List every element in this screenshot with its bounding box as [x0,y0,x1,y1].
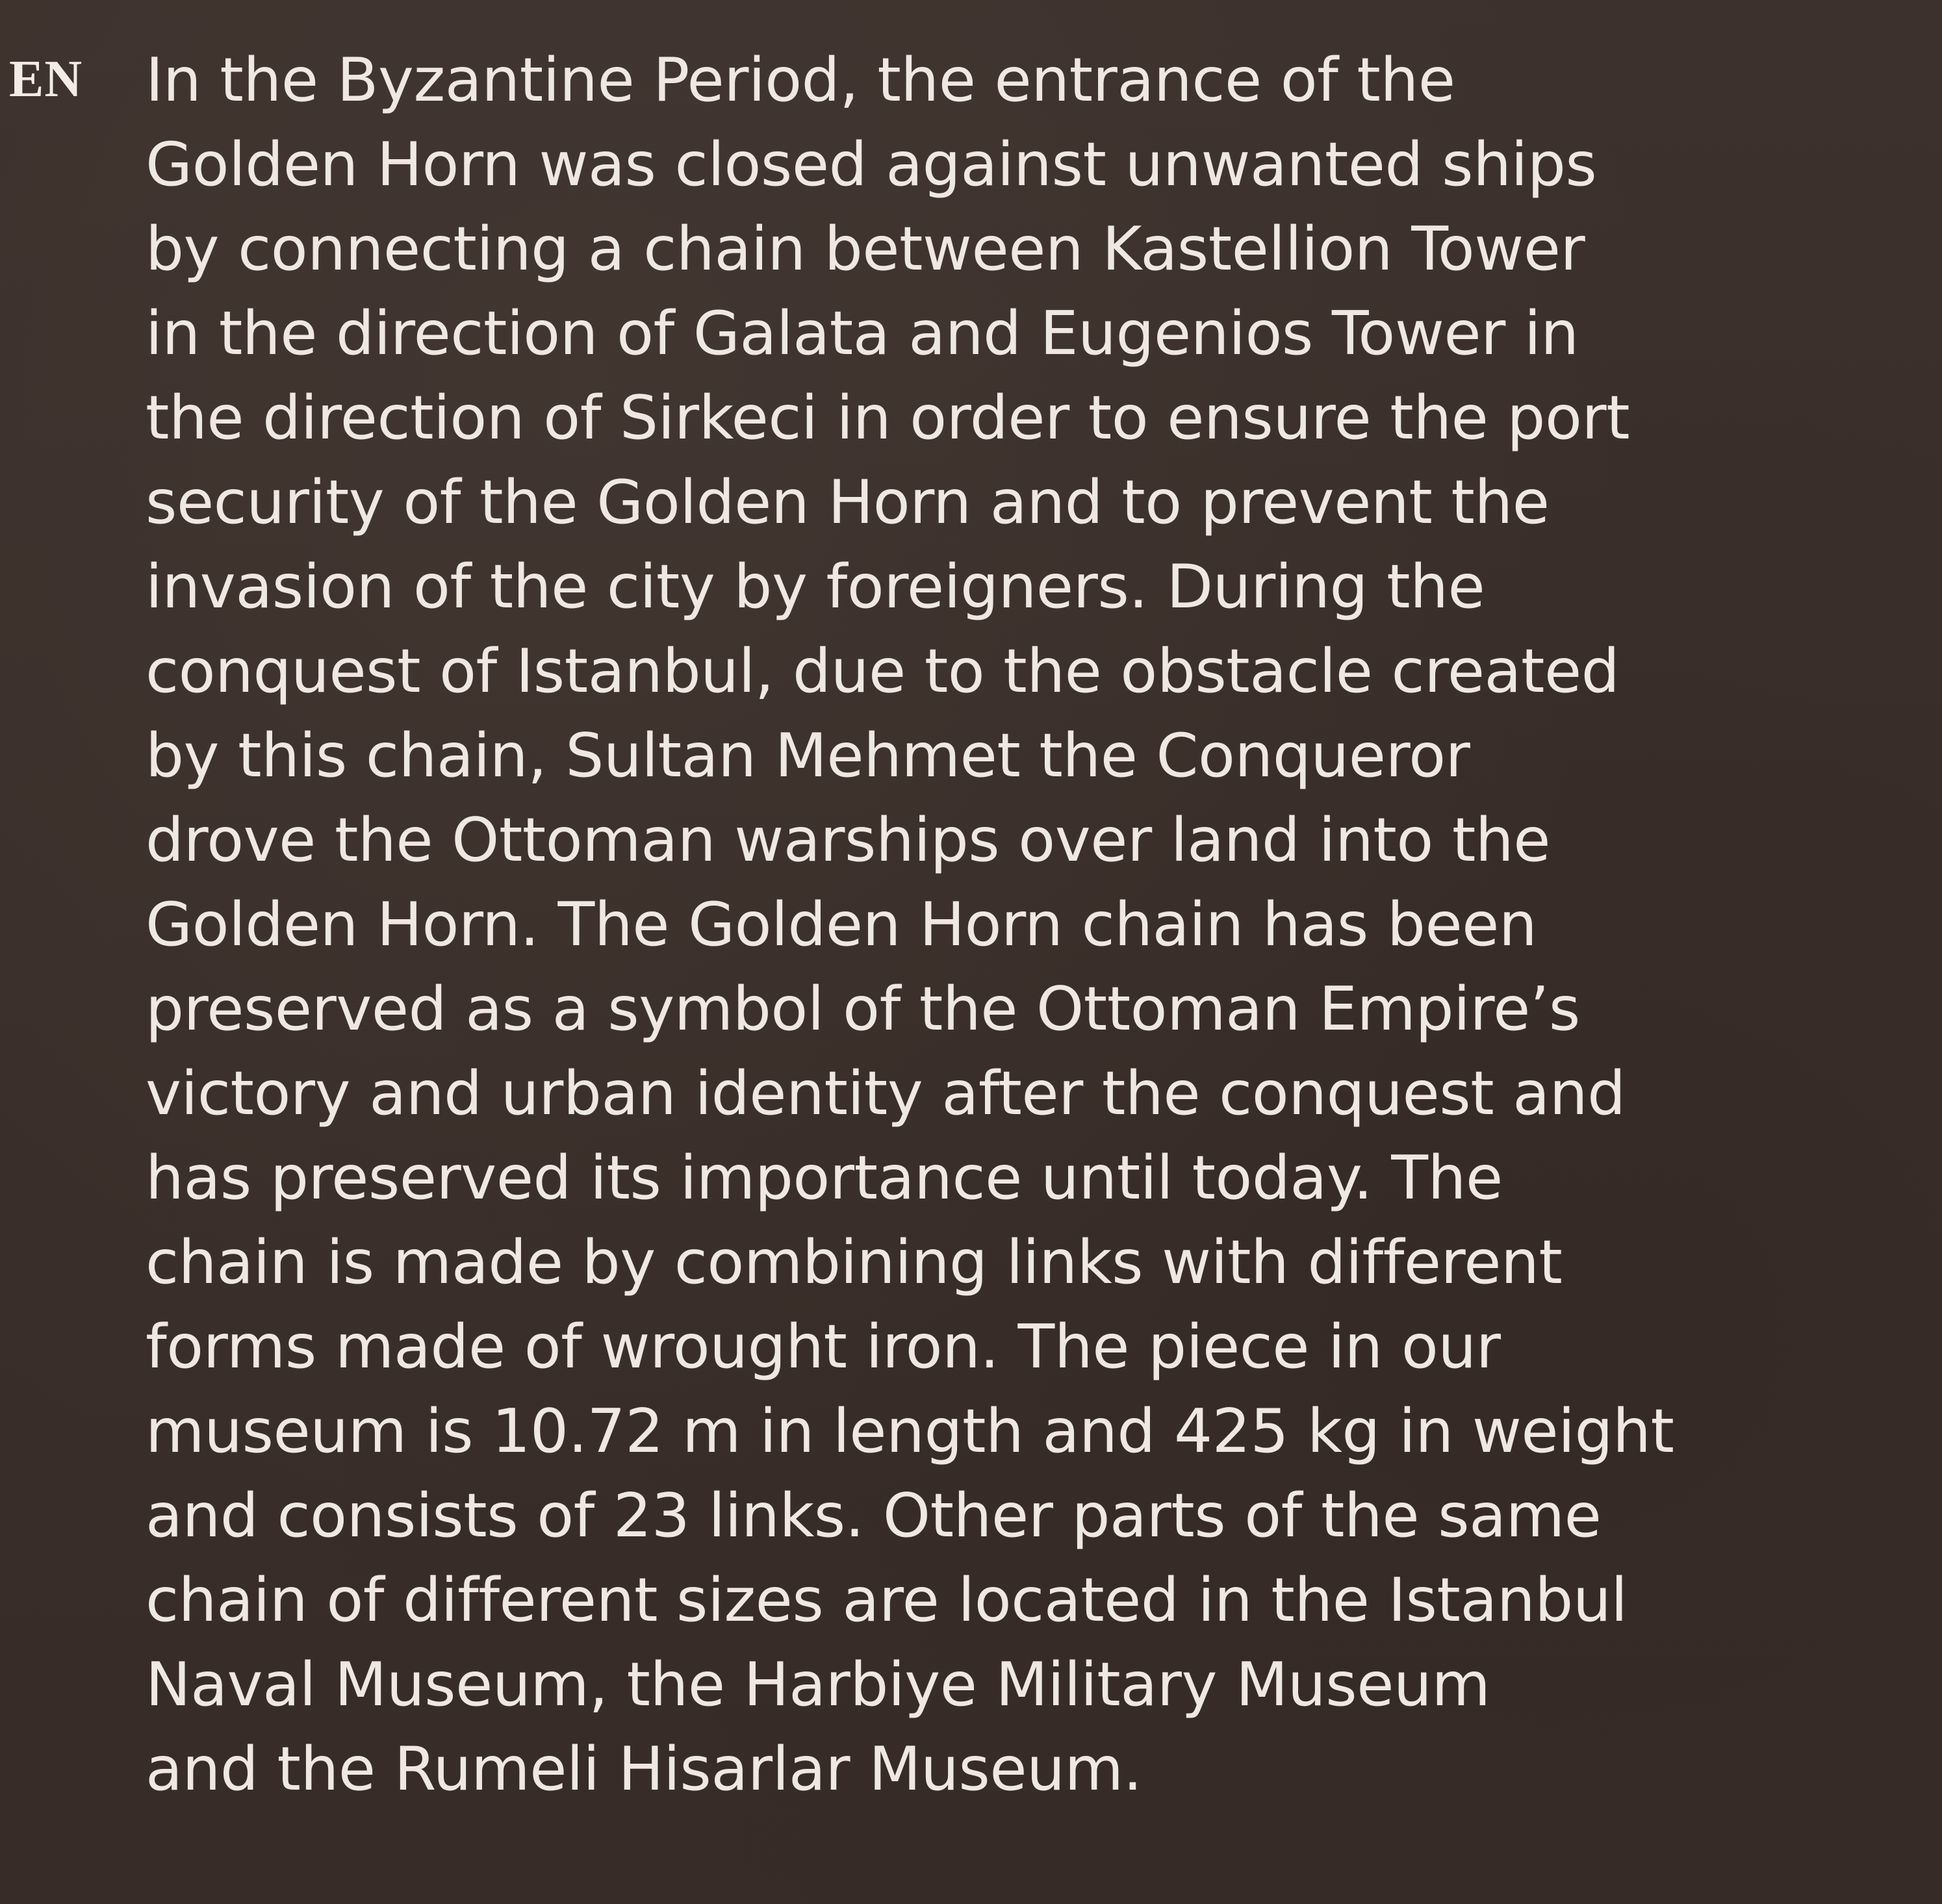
text-line: Golden Horn. The Golden Horn chain has been [146,889,1537,959]
text-line: drove the Ottoman warships over land into the [146,805,1550,875]
text-line: preserved as a symbol of the Ottoman Empire’s [146,974,1580,1044]
text-line: conquest of Istanbul, due to the obstacle created [146,636,1620,706]
text-line: Golden Horn was closed against unwanted ships [146,129,1597,199]
text-line: victory and urban identity after the conquest and [146,1058,1626,1128]
text-line: in the direction of Galata and Eugenios Tower in [146,298,1579,368]
text-line: security of the Golden Horn and to prevent the [146,467,1550,537]
text-line: forms made of wrought iron. The piece in our [146,1312,1501,1382]
text-line: invasion of the city by foreigners. During the [146,552,1485,622]
text-line: and consists of 23 links. Other parts of the same [146,1480,1602,1551]
text-line: Naval Museum, the Harbiye Military Museum [146,1649,1490,1720]
text-line: In the Byzantine Period, the entrance of the [146,45,1455,115]
text-line: chain of different sizes are located in the Istanbul [146,1565,1628,1635]
text-line: by connecting a chain between Kastellion Tower [146,214,1585,284]
text-line: the direction of Sirkeci in order to ensure the port [146,383,1630,453]
description-text [146,38,1900,1811]
text-line: by this chain, Sultan Mehmet the Conqueror [146,720,1470,791]
text-line: has preserved its importance until today. The [146,1143,1503,1213]
text-line: chain is made by combining links with different [146,1227,1563,1297]
text-line: museum is 10.72 m in length and 425 kg in weight [146,1396,1674,1466]
text-line: and the Rumeli Hisarlar Museum. [146,1734,1142,1804]
language-tag: EN [9,51,83,108]
